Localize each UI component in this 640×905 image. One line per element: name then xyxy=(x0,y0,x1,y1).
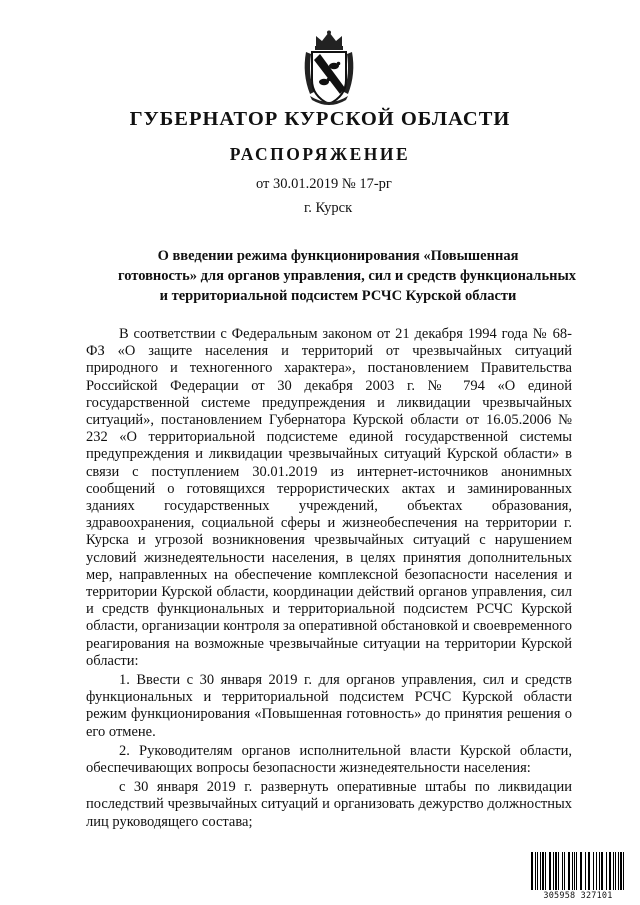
subject-line: О введении режима функционирования «Повышенная xyxy=(157,248,519,264)
barcode-bars xyxy=(530,852,626,890)
barcode-bar xyxy=(555,852,557,890)
body-paragraph: 1. Ввести с 30 января 2019 г. для органов управления, сил и средств функциональных и территориальной подсистем РСЧС Курской области режим функционирования «Повышенная готовность» до принятия решения о его отмене. xyxy=(86,672,572,740)
barcode xyxy=(530,852,626,904)
barcode-bar xyxy=(540,852,541,890)
barcode-bar xyxy=(549,852,551,890)
barcode-bar xyxy=(568,852,570,890)
document-subject xyxy=(118,246,577,306)
barcode-bar xyxy=(542,852,544,890)
barcode-bar xyxy=(585,852,586,890)
document-type: РАСПОРЯЖЕНИЕ xyxy=(229,144,411,164)
subject-line: и территориальной подсистем РСЧС Курской области xyxy=(159,288,517,304)
barcode-bar xyxy=(562,852,563,890)
city: г. Курск xyxy=(304,200,353,216)
document-body xyxy=(86,326,572,831)
date-and-number: от 30.01.2019 № 17-рг xyxy=(256,176,392,192)
barcode-bar xyxy=(580,852,582,890)
body-paragraph: В соответствии с Федеральным законом от 21 декабря 1994 года № 68-ФЗ «О защите населения и территорий от чрезвычайных ситуаций природного и техногенного характера», постановлением Правительства Российской Федерации от 30 декабря 2003 г. № 794 «О единой государственной системе предупреждения и ликвидации чрезвычайных ситуаций», постановлением Губернатора Курской области от 16.05.2006 № 232 «О территориальной подсистеме единой государственной системы предупреждения и ликвидации чрезвычайных ситуаций Курской области» в связи с поступлением 30.01.2019 из интернет-источников анонимных сообщений о готовящихся террористических актах и заминированных зданиях государственных учреждений, объектах образования, здравоохранения, социальной сферы и жизнеобеспечения на территории г. Курска и угрозой возникновения чрезвычайных ситуаций с нарушением условий жизнедеятельности населения, в целях принятия дополнительных мер, направленных на обеспечение комплексной безопасности населения и территории Курской области, координации действий органов управления, сил и средств функциональных и территориальной подсистем РСЧС Курской области, организации контроля за оперативной обстановкой и своевременного реагирования на возможные чрезвычайные ситуации на территории Курской области: xyxy=(86,326,572,669)
barcode-bar xyxy=(613,852,614,890)
barcode-bar xyxy=(535,852,536,890)
barcode-bar xyxy=(618,852,619,890)
barcode-bar xyxy=(531,852,533,890)
barcode-bar xyxy=(599,852,600,890)
authority-title: ГУБЕРНАТОР КУРСКОЙ ОБЛАСТИ xyxy=(129,108,511,130)
barcode-bar xyxy=(601,852,603,890)
barcode-bar xyxy=(537,852,538,890)
barcode-bar xyxy=(545,852,546,890)
barcode-bar xyxy=(596,852,597,890)
barcode-bar xyxy=(606,852,607,890)
body-paragraph: 2. Руководителям органов исполнительной власти Курской области, обеспечивающих вопросы безопасности жизнедеятельности населения: xyxy=(86,742,572,777)
body-paragraph: с 30 января 2019 г. развернуть оперативные штабы по ликвидации последствий чрезвычайных ситуаций и организовать дежурство должностных лиц руководящего состава; xyxy=(86,779,572,830)
barcode-bar xyxy=(609,852,611,890)
kursk-coat-of-arms-icon xyxy=(300,30,358,106)
barcode-bar xyxy=(574,852,575,890)
barcode-bar xyxy=(553,852,554,890)
subject-line: готовность» для органов управления, сил и средств функциональных xyxy=(118,268,577,284)
barcode-bar xyxy=(620,852,622,890)
barcode-bar xyxy=(572,852,573,890)
barcode-bar xyxy=(576,852,577,890)
barcode-bar xyxy=(623,852,624,890)
barcode-bar xyxy=(588,852,590,890)
barcode-bar xyxy=(558,852,559,890)
barcode-number: 305958 327101 xyxy=(543,891,613,901)
barcode-bar xyxy=(593,852,594,890)
barcode-bar xyxy=(564,852,565,890)
barcode-bar xyxy=(615,852,616,890)
